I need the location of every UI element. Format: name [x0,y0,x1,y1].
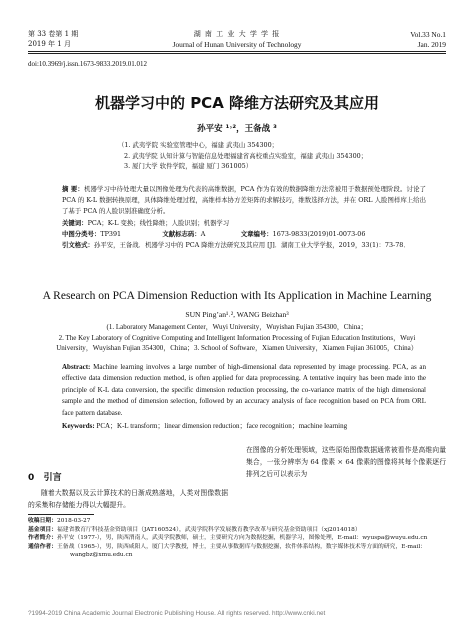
affiliations-cn [118,140,418,172]
abstract-cn [62,184,426,218]
citation-cn [62,240,426,251]
keywords-cn-text: PCA；K-L 变换；线性降维；人脸识别；机器学习 [87,219,230,227]
citation-cn-label: 引文格式： [62,241,94,249]
footnote-corresponding [28,543,446,560]
keywords-en-text: PCA；K-L transform；linear dimension reduction；face recognition；machine learning [96,422,348,430]
classification-row [62,229,426,240]
abstract-cn-text: 机器学习中待处理大量以图像处理为代表的高维数据，PCA 作为有效的数据降维方法常被用于数据预处理阶段。讨论了 PCA 的 K-L 数据转换原理，具体降维处理过程，高维样本协方差矩阵的求解技巧，维数选择方法，并在 ORL 人脸图样库上给出了基于 PCA 的人脸识别准确度分析。 [62,185,426,216]
article-no-label: 文章编号： [240,230,273,238]
keywords-en [62,421,426,432]
header-journal-cn: 湖 南 工 业 大 学 学 报 [193,30,281,38]
footnotes [28,517,446,560]
keywords-cn [62,218,426,229]
paper-title-en: A Research on PCA Dimension Reduction with Its Application in Machine Learning [42,290,432,302]
clc-label: 中图分类号： [62,230,101,238]
body-right-paragraph: 在图像的分析处理领域，这些原始图像数据通常被看作是高维向量集合，一张分辨率为 64 像素 × 64 像素的图像将其每个像素逐行排列之后可以表示为 [246,446,446,478]
copyright-line: ?1994-2019 China Academic Journal Electronic Publishing House. All rights reserved. http://www.cnki.net [28,610,326,617]
header-rule-thin [28,53,446,54]
header-journal-en: Journal of Hunan University of Technology [172,40,302,49]
section-number: 0 [28,473,35,483]
footnote-author-bio-label: 作者简介： [28,535,57,542]
section-heading [28,470,62,483]
affiliations-en [30,322,444,354]
footnote-author-bio [28,534,446,543]
header-date-en: Jan. 2019 [417,40,446,49]
clc-value: TP391 [100,230,122,238]
doc-code-value: A [200,230,206,238]
footnote-rule [28,514,94,515]
abstract-en-text: Machine learning involves a large number of high-dimensional data represented by image processing. PCA, as an effective data dimension reduction method, is often applied for data preprocessing. A tentative inquiry has been made into the principle of K-L data conversion, the specific dimension reduction processing, the co-variance matrix of the high dimensional sample and the method of dimension selection, followed by an accuracy analysis of face recognition based on PCA from ORL face pattern database. [62,363,427,417]
section-title: 引言 [43,473,62,483]
footnote-funding [28,526,446,535]
article-no-value: 1673-9833(2019)01-0073-06 [272,230,366,238]
doc-code-label: 文献标志码： [162,230,201,238]
header-rule [28,51,446,52]
affiliation-cn-2: 2. 武夷学院 认知计算与智能信息处理福建省高校重点实验室，福建 武夷山 354300； [124,151,368,160]
header-volume-en: Vol.33 No.1 [410,30,446,39]
footnote-corresponding-text: 王备战（1965-），男，陕西咸阳人，厦门大学教授，博士，主要从事数据库与数据挖掘，软件体系结构，数字媒体技术等方面的研究，E-mail：wangbz@xmu.edu.cn [57,543,426,559]
body-left-paragraph: 随着大数据以及云计算技术的日渐成熟落地，人类对图像数据的采集和存储能力得以大幅提升。 [28,489,228,509]
footnote-funding-label: 基金项目： [28,526,57,533]
footnote-funding-text: 福建省教育厅科技基金资助项目（JAT160524），武夷学院科学发展教育教学改革与研究基金资助项目（xj2014018） [57,526,361,533]
header-volume-cn: 第 33 卷第 1 期 [28,30,79,38]
affiliation-cn-1: （1. 武夷学院 实验室管理中心，福建 武夷山 354300； [118,141,279,149]
footnote-received-text: 2018-03-27 [57,518,91,524]
keywords-en-label: Keywords: [62,422,95,430]
footnote-author-bio-text: 孙平安（1977-），男，陕西渭南人，武夷学院教师，硕士，主要研究方向为数据挖掘，机器学习，图像处理，E-mail：wyuspa@wuyu.edu.cn [57,535,428,542]
affiliation-en-2: 2. The Key Laboratory of Cognitive Computing and Intelligent Information Processing of Fujian Education Institutions，Wuyi [58,333,416,342]
paper-title-cn: 机器学习中的 PCA 降维方法研究及其应用 [94,94,380,112]
footnote-received [28,517,446,526]
footnote-received-label: 收稿日期： [28,518,57,524]
authors-en: SUN Ping’an¹˒², WANG Beizhan³ [185,310,289,319]
authors-cn: 孙平安 ¹˒²，王备战 ³ [197,124,277,134]
citation-cn-text: 孙平安，王备战．机器学习中的 PCA 降维方法研究及其应用 [J]．湖南工业大学学报，2019，33(1)：73-78． [93,241,410,249]
abstract-en [62,362,426,419]
doi: doi:10.3969/j.issn.1673-9833.2019.01.012 [28,60,148,68]
header-date-cn: 2019 年 1 月 [28,40,71,48]
abstract-cn-label: 摘 要： [62,185,84,193]
keywords-cn-label: 关键词： [62,219,88,227]
affiliation-en-1: (1. Laboratory Management Center，Wuyi University，Wuyishan Fujian 354300，China； [106,323,368,331]
footnote-corresponding-label: 通信作者： [28,543,57,550]
abstract-en-label: Abstract: [62,363,91,371]
affiliation-cn-3: 3. 厦门大学 软件学院，福建 厦门 361005） [124,162,253,170]
affiliation-en-3: University，Wuyishan Fujian 354300，China；3. School of Software，Xiamen University，Xiamen Fujian 361005，China） [56,344,418,352]
